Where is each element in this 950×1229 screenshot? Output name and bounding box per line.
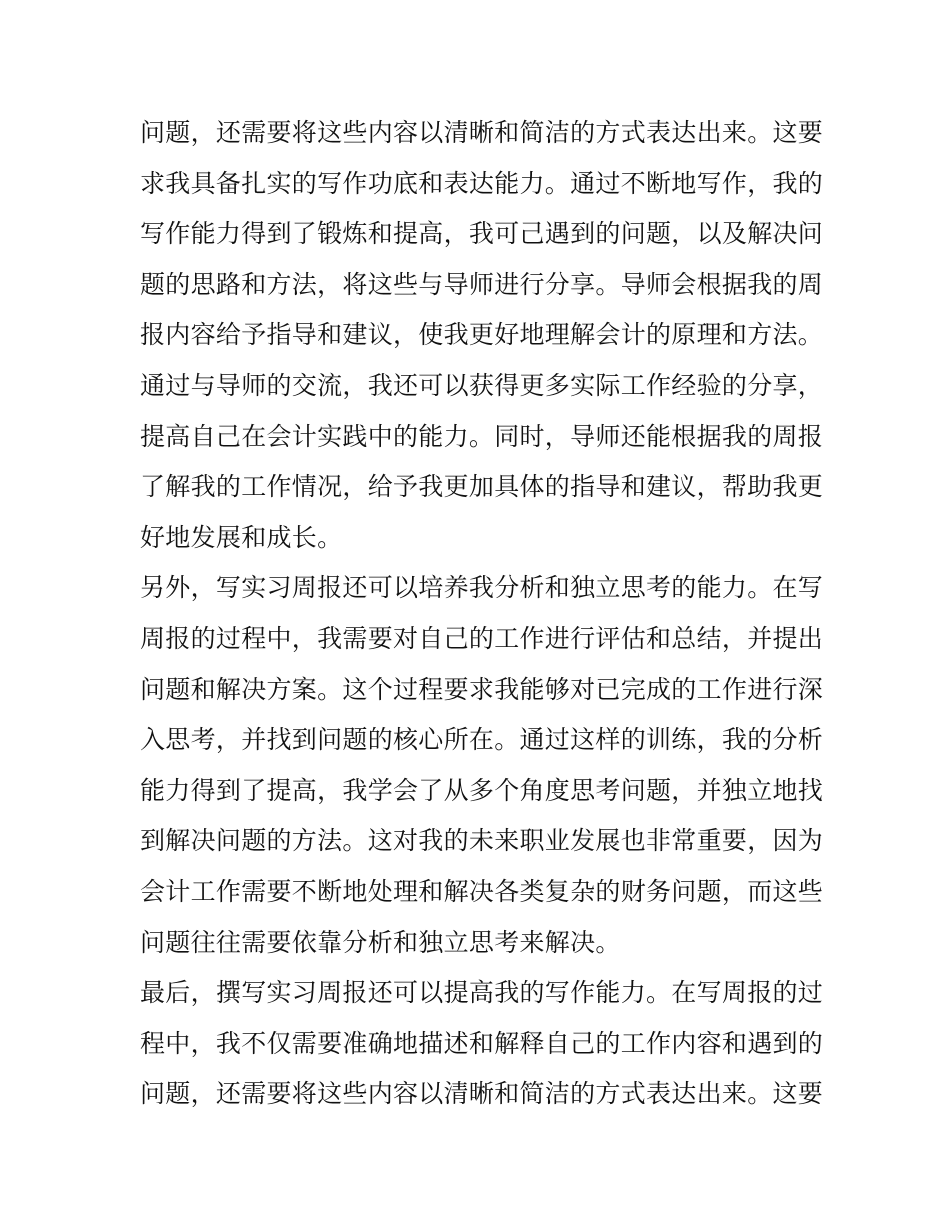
body-text (140, 108, 824, 1120)
text-line: 题的思路和方法，将这些与导师进行分享。导师会根据我的周 (140, 269, 824, 299)
text-line: 程中，我不仅需要准确地描述和解释自己的工作内容和遇到的 (140, 1028, 824, 1058)
text-line: 问题往往需要依靠分析和独立思考来解决。 (140, 927, 621, 957)
text-line: 能力得到了提高，我学会了从多个角度思考问题，并独立地找 (140, 775, 824, 805)
text-line: 了解我的工作情况，给予我更加具体的指导和建议，帮助我更 (140, 472, 824, 502)
text-line: 会计工作需要不断地处理和解决各类复杂的财务问题，而这些 (140, 876, 824, 906)
text-line: 通过与导师的交流，我还可以获得更多实际工作经验的分享， (140, 370, 824, 400)
text-line: 周报的过程中，我需要对自己的工作进行评估和总结，并提出 (140, 623, 824, 653)
text-line: 入思考，并找到问题的核心所在。通过这样的训练，我的分析 (140, 725, 824, 755)
text-line: 到解决问题的方法。这对我的未来职业发展也非常重要，因为 (140, 826, 824, 856)
text-line: 报内容给予指导和建议，使我更好地理解会计的原理和方法。 (140, 320, 824, 350)
text-line: 问题，还需要将这些内容以清晰和简洁的方式表达出来。这要 (140, 1079, 824, 1109)
text-line: 问题，还需要将这些内容以清晰和简洁的方式表达出来。这要 (140, 118, 824, 147)
text-line: 提高自己在会计实践中的能力。同时，导师还能根据我的周报 (140, 421, 824, 451)
text-line: 写作能力得到了锻炼和提高，我可己遇到的问题，以及解决问 (140, 219, 824, 249)
text-line: 求我具备扎实的写作功底和表达能力。通过不断地写作，我的 (140, 168, 824, 198)
text-line: 最后，撰写实习周报还可以提高我的写作能力。在写周报的过 (140, 978, 824, 1008)
text-line: 另外，写实习周报还可以培养我分析和独立思考的能力。在写 (140, 573, 824, 603)
text-line: 好地发展和成长。 (140, 522, 343, 552)
text-line: 问题和解决方案。这个过程要求我能够对已完成的工作进行深 (140, 674, 824, 704)
